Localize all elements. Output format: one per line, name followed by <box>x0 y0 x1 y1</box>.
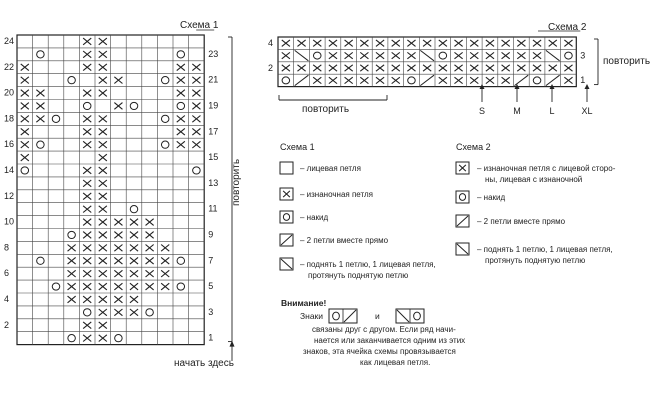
row-number-right: 23 <box>208 48 219 59</box>
purl-stitch-symbol <box>99 193 107 200</box>
purl-stitch-symbol <box>345 65 353 71</box>
purl-stitch-symbol <box>68 296 76 303</box>
legend-symbol-box <box>280 162 293 174</box>
purl-stitch-symbol <box>549 40 557 46</box>
purl-stitch-symbol <box>36 115 44 122</box>
row-number-right: 7 <box>208 255 214 266</box>
yarn-over-symbol <box>177 257 184 264</box>
row-number-left: 16 <box>4 139 15 150</box>
row-number-left: 6 <box>4 268 10 279</box>
purl-stitch-symbol <box>502 40 510 46</box>
purl-stitch-symbol <box>486 65 494 71</box>
purl-stitch-symbol <box>130 309 138 316</box>
purl-stitch-symbol <box>192 128 200 135</box>
row-number-right: 1 <box>580 75 586 86</box>
k2tog-symbol <box>281 235 292 245</box>
k2tog-symbol <box>546 75 560 85</box>
purl-stitch-symbol <box>83 64 91 71</box>
purl-stitch-symbol <box>329 40 337 46</box>
attention-text: как лицевая петля. <box>360 358 431 367</box>
purl-stitch-symbol <box>533 52 541 58</box>
row-number-right: 15 <box>208 152 219 163</box>
yarn-over-symbol <box>83 309 90 316</box>
purl-stitch-symbol <box>21 154 29 161</box>
purl-stitch-symbol <box>282 52 290 58</box>
attention-text: знаков, эта ячейка схемы провязывается <box>303 347 456 356</box>
scheme-1-chart <box>4 30 235 361</box>
purl-stitch-symbol <box>192 103 200 110</box>
row-number-right: 3 <box>580 50 586 61</box>
purl-stitch-symbol <box>533 65 541 71</box>
purl-stitch-symbol <box>99 296 107 303</box>
yarn-over-symbol <box>439 52 447 59</box>
purl-stitch-symbol <box>192 115 200 122</box>
purl-stitch-symbol <box>177 64 185 71</box>
purl-stitch-symbol <box>177 90 185 97</box>
purl-stitch-symbol <box>21 103 29 110</box>
purl-stitch-symbol <box>517 40 525 46</box>
legend-text: – лицевая петля <box>300 164 361 173</box>
legend-text: протянуть поднятую петлю <box>485 256 586 265</box>
purl-stitch-symbol <box>83 51 91 58</box>
purl-stitch-symbol <box>360 40 368 46</box>
attention-note <box>281 298 465 367</box>
yarn-over-symbol <box>52 283 59 290</box>
size-label-l: L <box>549 106 555 116</box>
purl-stitch-symbol <box>459 165 466 171</box>
purl-stitch-symbol <box>99 90 107 97</box>
purl-stitch-symbol <box>36 90 44 97</box>
purl-stitch-symbol <box>502 65 510 71</box>
size-label-xl: XL <box>581 106 593 116</box>
purl-stitch-symbol <box>83 141 91 148</box>
scheme-1-title: Схема 1 <box>180 20 219 31</box>
purl-stitch-symbol <box>130 296 138 303</box>
purl-stitch-symbol <box>564 40 572 46</box>
purl-stitch-symbol <box>68 283 76 290</box>
purl-stitch-symbol <box>83 38 91 45</box>
purl-stitch-symbol <box>83 90 91 97</box>
purl-stitch-symbol <box>177 141 185 148</box>
purl-stitch-symbol <box>313 40 321 46</box>
yarn-over-symbol <box>37 141 44 148</box>
yarn-over-symbol <box>193 167 200 174</box>
legend-text: ны, лицевая с изнаночной <box>485 175 583 184</box>
yarn-over-symbol <box>130 206 137 213</box>
purl-stitch-symbol <box>83 244 91 251</box>
purl-stitch-symbol <box>502 77 510 83</box>
purl-stitch-symbol <box>439 77 447 83</box>
scheme-2-title: Схема 2 <box>548 22 587 33</box>
purl-stitch-symbol <box>486 40 494 46</box>
row-number-left: 14 <box>4 165 15 175</box>
yarn-over-symbol <box>161 77 168 84</box>
purl-stitch-symbol <box>192 64 200 71</box>
purl-stitch-symbol <box>549 65 557 71</box>
scheme-2-chart <box>268 31 598 100</box>
purl-stitch-symbol <box>99 64 107 71</box>
purl-stitch-symbol <box>99 257 107 264</box>
purl-stitch-symbol <box>161 283 169 290</box>
and-label: и <box>375 311 380 321</box>
yarn-over-symbol <box>115 335 122 342</box>
yarn-over-symbol <box>37 257 44 264</box>
purl-stitch-symbol <box>470 65 478 71</box>
purl-stitch-symbol <box>21 141 29 148</box>
attention-text: связаны друг с другом. Если ряд начи- <box>312 325 456 334</box>
purl-stitch-symbol <box>564 65 572 71</box>
purl-stitch-symbol <box>146 257 154 264</box>
purl-stitch-symbol <box>177 115 185 122</box>
purl-stitch-symbol <box>376 52 384 58</box>
purl-stitch-symbol <box>83 335 91 342</box>
purl-stitch-symbol <box>83 270 91 277</box>
purl-stitch-symbol <box>83 115 91 122</box>
purl-stitch-symbol <box>114 270 122 277</box>
row-number-right: 17 <box>208 126 219 137</box>
row-number-right: 19 <box>208 100 219 111</box>
legend-scheme-1 <box>280 142 436 280</box>
purl-stitch-symbol <box>360 77 368 83</box>
purl-stitch-symbol <box>130 219 138 226</box>
yarn-over-symbol <box>68 231 75 238</box>
purl-stitch-symbol <box>146 232 154 239</box>
purl-stitch-symbol <box>21 64 29 71</box>
purl-stitch-symbol <box>407 65 415 71</box>
yarn-over-symbol <box>565 52 573 59</box>
purl-stitch-symbol <box>114 77 122 84</box>
purl-stitch-symbol <box>114 283 122 290</box>
purl-stitch-symbol <box>297 40 305 46</box>
yarn-over-symbol <box>333 312 340 320</box>
purl-stitch-symbol <box>130 244 138 251</box>
purl-stitch-symbol <box>392 40 400 46</box>
purl-stitch-symbol <box>470 40 478 46</box>
purl-stitch-symbol <box>177 77 185 84</box>
purl-stitch-symbol <box>114 219 122 226</box>
purl-stitch-symbol <box>99 206 107 213</box>
row-number-right: 13 <box>208 177 219 188</box>
skpo-symbol <box>457 244 468 254</box>
purl-stitch-symbol <box>282 65 290 71</box>
purl-stitch-symbol <box>114 244 122 251</box>
row-number-left: 24 <box>4 36 15 46</box>
row-number-left: 12 <box>4 190 15 201</box>
purl-stitch-symbol <box>407 40 415 46</box>
yarn-over-symbol <box>313 52 321 59</box>
purl-stitch-symbol <box>376 40 384 46</box>
purl-stitch-symbol <box>423 65 431 71</box>
legend-title: Схема 1 <box>280 142 315 152</box>
purl-stitch-symbol <box>146 283 154 290</box>
purl-stitch-symbol <box>146 219 154 226</box>
purl-stitch-symbol <box>345 52 353 58</box>
purl-stitch-symbol <box>99 77 107 84</box>
purl-stitch-symbol <box>83 257 91 264</box>
purl-stitch-symbol <box>36 103 44 110</box>
purl-stitch-symbol <box>114 309 122 316</box>
legend-text: – накид <box>300 213 329 222</box>
purl-stitch-symbol <box>99 154 107 161</box>
purl-stitch-symbol <box>99 180 107 187</box>
purl-stitch-symbol <box>376 77 384 83</box>
row-number-right: 3 <box>208 306 214 317</box>
purl-stitch-symbol <box>83 206 91 213</box>
purl-stitch-symbol <box>99 322 107 329</box>
legend-text: – поднять 1 петлю, 1 лицевая петля, <box>477 245 613 254</box>
purl-stitch-symbol <box>392 52 400 58</box>
row-number-left: 8 <box>4 242 10 253</box>
yarn-over-symbol <box>161 141 168 148</box>
purl-stitch-symbol <box>99 128 107 135</box>
legend-text: – изнаночная петля <box>300 190 373 199</box>
purl-stitch-symbol <box>83 322 91 329</box>
purl-stitch-symbol <box>329 65 337 71</box>
legend-text: – 2 петли вместе прямо <box>300 236 389 245</box>
legend-text: – накид <box>477 193 506 202</box>
row-number-right: 11 <box>208 203 218 214</box>
yarn-over-symbol <box>283 214 289 221</box>
k2tog-symbol <box>295 75 309 85</box>
purl-stitch-symbol <box>114 296 122 303</box>
purl-stitch-symbol <box>470 52 478 58</box>
row-number-right: 1 <box>208 332 214 343</box>
yarn-over-symbol <box>68 335 75 342</box>
skpo-symbol <box>397 310 409 322</box>
purl-stitch-symbol <box>345 40 353 46</box>
attention-text: нается или заканчивается одним из этих <box>314 336 466 345</box>
purl-stitch-symbol <box>454 40 462 46</box>
purl-stitch-symbol <box>313 65 321 71</box>
k2tog-symbol <box>420 75 434 85</box>
purl-stitch-symbol <box>146 270 154 277</box>
purl-stitch-symbol <box>297 65 305 71</box>
purl-stitch-symbol <box>68 257 76 264</box>
scheme-1-start-label: начать здесь <box>174 358 234 369</box>
purl-stitch-symbol <box>192 141 200 148</box>
purl-stitch-symbol <box>130 283 138 290</box>
purl-stitch-symbol <box>517 65 525 71</box>
purl-stitch-symbol <box>360 65 368 71</box>
size-label-s: S <box>478 106 486 116</box>
purl-stitch-symbol <box>99 167 107 174</box>
yarn-over-symbol <box>161 115 168 122</box>
legend-text: – изнаночная петля с лицевой сторо- <box>477 164 616 173</box>
purl-stitch-symbol <box>83 232 91 239</box>
row-number-left: 2 <box>4 319 10 330</box>
row-number-left: 18 <box>4 113 15 124</box>
purl-stitch-symbol <box>392 65 400 71</box>
purl-stitch-symbol <box>161 257 169 264</box>
yarn-over-symbol <box>177 102 184 109</box>
skpo-symbol <box>420 50 434 60</box>
purl-stitch-symbol <box>177 128 185 135</box>
row-number-left: 20 <box>4 87 15 98</box>
legend-symbol-box <box>280 211 293 223</box>
row-number-right: 21 <box>208 74 219 85</box>
attention-title: Внимание! <box>281 298 327 308</box>
purl-stitch-symbol <box>439 65 447 71</box>
legend-title: Схема 2 <box>456 142 491 152</box>
purl-stitch-symbol <box>470 77 478 83</box>
purl-stitch-symbol <box>392 77 400 83</box>
purl-stitch-symbol <box>99 270 107 277</box>
purl-stitch-symbol <box>454 52 462 58</box>
purl-stitch-symbol <box>21 128 29 135</box>
scheme-2-repeat-label: повторить <box>302 104 350 115</box>
row-number-left: 2 <box>268 62 274 73</box>
skpo-symbol <box>281 259 292 269</box>
yarn-over-symbol <box>459 194 465 201</box>
purl-stitch-symbol <box>99 38 107 45</box>
purl-stitch-symbol <box>564 77 572 83</box>
purl-stitch-symbol <box>99 232 107 239</box>
purl-stitch-symbol <box>114 232 122 239</box>
row-number-left: 22 <box>4 61 15 72</box>
skpo-symbol <box>295 50 309 60</box>
k2tog-symbol <box>457 216 468 226</box>
purl-stitch-symbol <box>454 77 462 83</box>
purl-stitch-symbol <box>114 103 122 110</box>
purl-stitch-symbol <box>517 52 525 58</box>
k2tog-symbol <box>515 75 529 85</box>
purl-stitch-symbol <box>83 219 91 226</box>
purl-stitch-symbol <box>146 244 154 251</box>
scheme-2-side-repeat-label: повторить <box>603 56 651 67</box>
scheme-2-size-markers <box>479 84 593 116</box>
yarn-over-symbol <box>177 283 184 290</box>
yarn-over-symbol <box>83 102 90 109</box>
purl-stitch-symbol <box>99 115 107 122</box>
legend-text: протянуть поднятую петлю <box>308 271 409 280</box>
row-number-right: 5 <box>208 281 214 292</box>
yarn-over-symbol <box>21 167 28 174</box>
purl-stitch-symbol <box>161 244 169 251</box>
signs-label: Знаки <box>300 311 324 321</box>
purl-stitch-symbol <box>454 65 462 71</box>
purl-stitch-symbol <box>99 219 107 226</box>
purl-stitch-symbol <box>329 77 337 83</box>
purl-stitch-symbol <box>21 77 29 84</box>
legend-symbol-box <box>456 191 469 203</box>
purl-stitch-symbol <box>329 52 337 58</box>
purl-stitch-symbol <box>502 52 510 58</box>
purl-stitch-symbol <box>83 180 91 187</box>
yarn-over-symbol <box>414 312 421 320</box>
purl-stitch-symbol <box>99 51 107 58</box>
purl-stitch-symbol <box>313 77 321 83</box>
purl-stitch-symbol <box>533 40 541 46</box>
purl-stitch-symbol <box>192 90 200 97</box>
yarn-over-symbol <box>146 309 153 316</box>
purl-stitch-symbol <box>99 244 107 251</box>
purl-stitch-symbol <box>21 115 29 122</box>
purl-stitch-symbol <box>407 52 415 58</box>
purl-stitch-symbol <box>83 167 91 174</box>
purl-stitch-symbol <box>21 90 29 97</box>
purl-stitch-symbol <box>161 270 169 277</box>
legend-text: – поднять 1 петлю, 1 лицевая петля, <box>300 260 436 269</box>
purl-stitch-symbol <box>83 128 91 135</box>
purl-stitch-symbol <box>130 257 138 264</box>
yarn-over-symbol <box>177 51 184 58</box>
yarn-over-symbol <box>68 77 75 84</box>
purl-stitch-symbol <box>114 257 122 264</box>
purl-stitch-symbol <box>68 244 76 251</box>
legend-text: – 2 петли вместе прямо <box>477 217 566 226</box>
skpo-symbol <box>546 50 560 60</box>
row-number-left: 10 <box>4 216 15 227</box>
yarn-over-symbol <box>52 115 59 122</box>
scheme-1-repeat-label: повторить <box>231 158 242 206</box>
yarn-over-symbol <box>408 77 416 84</box>
row-number-left: 4 <box>268 38 274 48</box>
purl-stitch-symbol <box>283 191 290 197</box>
purl-stitch-symbol <box>282 40 290 46</box>
purl-stitch-symbol <box>130 232 138 239</box>
purl-stitch-symbol <box>192 77 200 84</box>
purl-stitch-symbol <box>99 335 107 342</box>
yarn-over-symbol <box>37 51 44 58</box>
purl-stitch-symbol <box>486 77 494 83</box>
row-number-right: 9 <box>208 229 214 240</box>
legend-scheme-2 <box>456 142 616 265</box>
purl-stitch-symbol <box>99 141 107 148</box>
purl-stitch-symbol <box>486 52 494 58</box>
purl-stitch-symbol <box>83 296 91 303</box>
yarn-over-symbol <box>533 77 541 84</box>
purl-stitch-symbol <box>99 283 107 290</box>
purl-stitch-symbol <box>83 283 91 290</box>
purl-stitch-symbol <box>130 270 138 277</box>
purl-stitch-symbol <box>376 65 384 71</box>
purl-stitch-symbol <box>68 270 76 277</box>
purl-stitch-symbol <box>345 77 353 83</box>
size-label-m: M <box>513 106 521 116</box>
row-number-left: 4 <box>4 294 10 304</box>
purl-stitch-symbol <box>360 52 368 58</box>
yarn-over-symbol <box>282 77 290 84</box>
purl-stitch-symbol <box>439 40 447 46</box>
purl-stitch-symbol <box>423 40 431 46</box>
purl-stitch-symbol <box>83 193 91 200</box>
purl-stitch-symbol <box>99 309 107 316</box>
yarn-over-symbol <box>130 102 137 109</box>
k2tog-symbol <box>344 310 356 322</box>
